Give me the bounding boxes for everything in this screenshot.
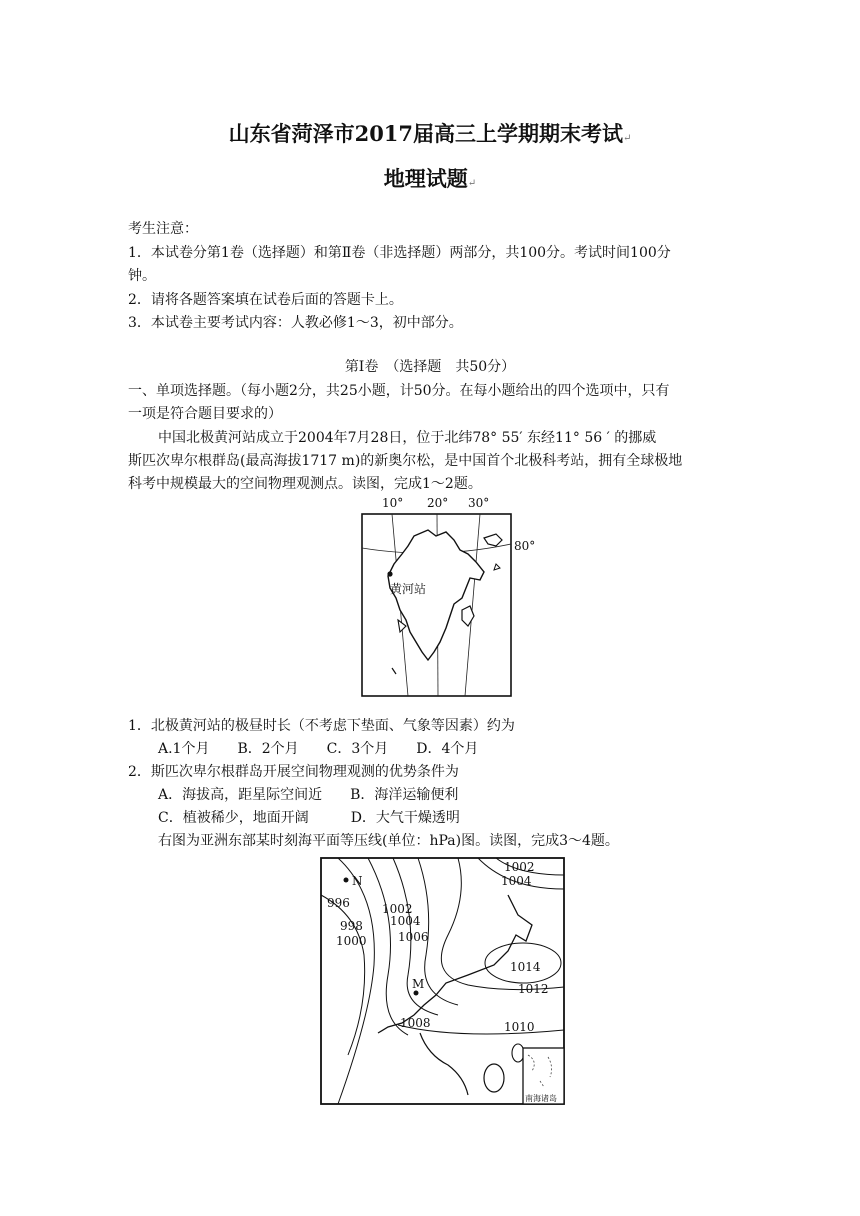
kong-karls-island bbox=[494, 564, 500, 570]
subject-title: 地理试题↵ bbox=[383, 166, 477, 191]
question-1-stem: 1．北极黄河站的极昼时长（不考虑下垫面、气象等因素）约为 bbox=[128, 718, 515, 734]
island-outline bbox=[484, 1064, 504, 1092]
intro-text-3: 科考中规模最大的空间物理观测点。读图，完成1～2题。 bbox=[128, 476, 482, 492]
notice-item-3: 3．本试卷主要考试内容：人教必修1～3，初中部分。 bbox=[128, 315, 463, 331]
lon-label-20: 20° bbox=[427, 496, 449, 510]
isobar-label: 1000 bbox=[336, 934, 367, 948]
isobar-label: 1002 bbox=[382, 902, 413, 916]
isobar-label: 996 bbox=[327, 896, 350, 910]
isobar-label: 998 bbox=[340, 919, 363, 933]
isobar-label: 1004 bbox=[390, 914, 421, 928]
section-instruction: 一、单项选择题。（每小题2分，共25小题，计50分。在每小题给出的四个选项中，只有 bbox=[128, 383, 670, 399]
isobar-label: 1012 bbox=[518, 982, 549, 996]
isobar-label: 1006 bbox=[398, 930, 429, 944]
notice-item-1: 1．本试卷分第1卷（选择题）和第Ⅱ卷（非选择题）两部分，共100分。考试时间100分 bbox=[128, 245, 671, 261]
coastline bbox=[420, 1033, 468, 1095]
isobar-label: 1010 bbox=[504, 1020, 535, 1034]
meridian-line bbox=[465, 514, 480, 696]
point-n-label: N bbox=[352, 874, 363, 888]
return-mark-icon: ↵ bbox=[467, 178, 477, 189]
point-n-marker bbox=[344, 878, 349, 883]
notice-item-1-cont: 钟。 bbox=[128, 268, 156, 284]
lon-label-30: 30° bbox=[468, 496, 490, 510]
part1-heading: 第Ⅰ卷 （选择题 共50分） bbox=[344, 359, 516, 375]
lon-label-10: 10° bbox=[382, 496, 404, 510]
point-m-marker bbox=[414, 991, 419, 996]
nordaustlandet-island bbox=[484, 534, 502, 546]
isobar-label: 1008 bbox=[400, 1016, 431, 1030]
isobar-label: 1002 bbox=[504, 860, 535, 874]
huanghe-station-label: 黄河站 bbox=[390, 582, 427, 596]
question-3-intro: 右图为亚洲东部某时刻海平面等压线(单位：hPa)图。读图，完成3～4题。 bbox=[158, 833, 619, 849]
intro-text-2: 斯匹次卑尔根群岛(最高海拔1717 m)的新奥尔松，是中国首个北极科考站，拥有全球极地 bbox=[128, 453, 683, 469]
question-2-options-ab: A．海拔高，距星际空间近 B．海洋运输便利 bbox=[158, 787, 459, 803]
isobar-line bbox=[338, 858, 374, 1104]
section-instruction-cont: 一项是符合题目要求的） bbox=[128, 406, 282, 422]
svalbard-map bbox=[350, 492, 550, 702]
inset-label: 南海诸岛 bbox=[525, 1094, 557, 1103]
east-asia-isobar-map bbox=[318, 855, 568, 1110]
bear-island bbox=[392, 668, 396, 674]
question-2-stem: 2．斯匹次卑尔根群岛开展空间物理观测的优势条件为 bbox=[128, 764, 459, 780]
isobar-label: 1004 bbox=[501, 874, 532, 888]
question-1-options: A.1个月 B．2个月 C．3个月 D．4个月 bbox=[158, 741, 479, 757]
question-2-options-cd: C．植被稀少，地面开阔 D．大气干燥透明 bbox=[158, 810, 460, 826]
return-mark-icon: ↵ bbox=[623, 133, 632, 144]
huanghe-station-marker bbox=[387, 571, 392, 576]
isobar-label: 1014 bbox=[510, 960, 541, 974]
lat-label-80: 80° bbox=[514, 539, 536, 553]
intro-text-1: 中国北极黄河站成立于2004年7月28日，位于北纬78° 55′ 东经11° 56 ′ 的挪威 bbox=[158, 430, 657, 446]
exam-title: 山东省菏泽市2017届高三上学期期末考试↵ bbox=[228, 121, 632, 146]
notice-item-2: 2．请将各题答案填在试卷后面的答题卡上。 bbox=[128, 292, 403, 308]
prins-karls-island bbox=[398, 620, 406, 632]
notice-heading: 考生注意： bbox=[128, 221, 198, 237]
point-m-label: M bbox=[412, 977, 425, 991]
island-outline bbox=[512, 1044, 524, 1062]
